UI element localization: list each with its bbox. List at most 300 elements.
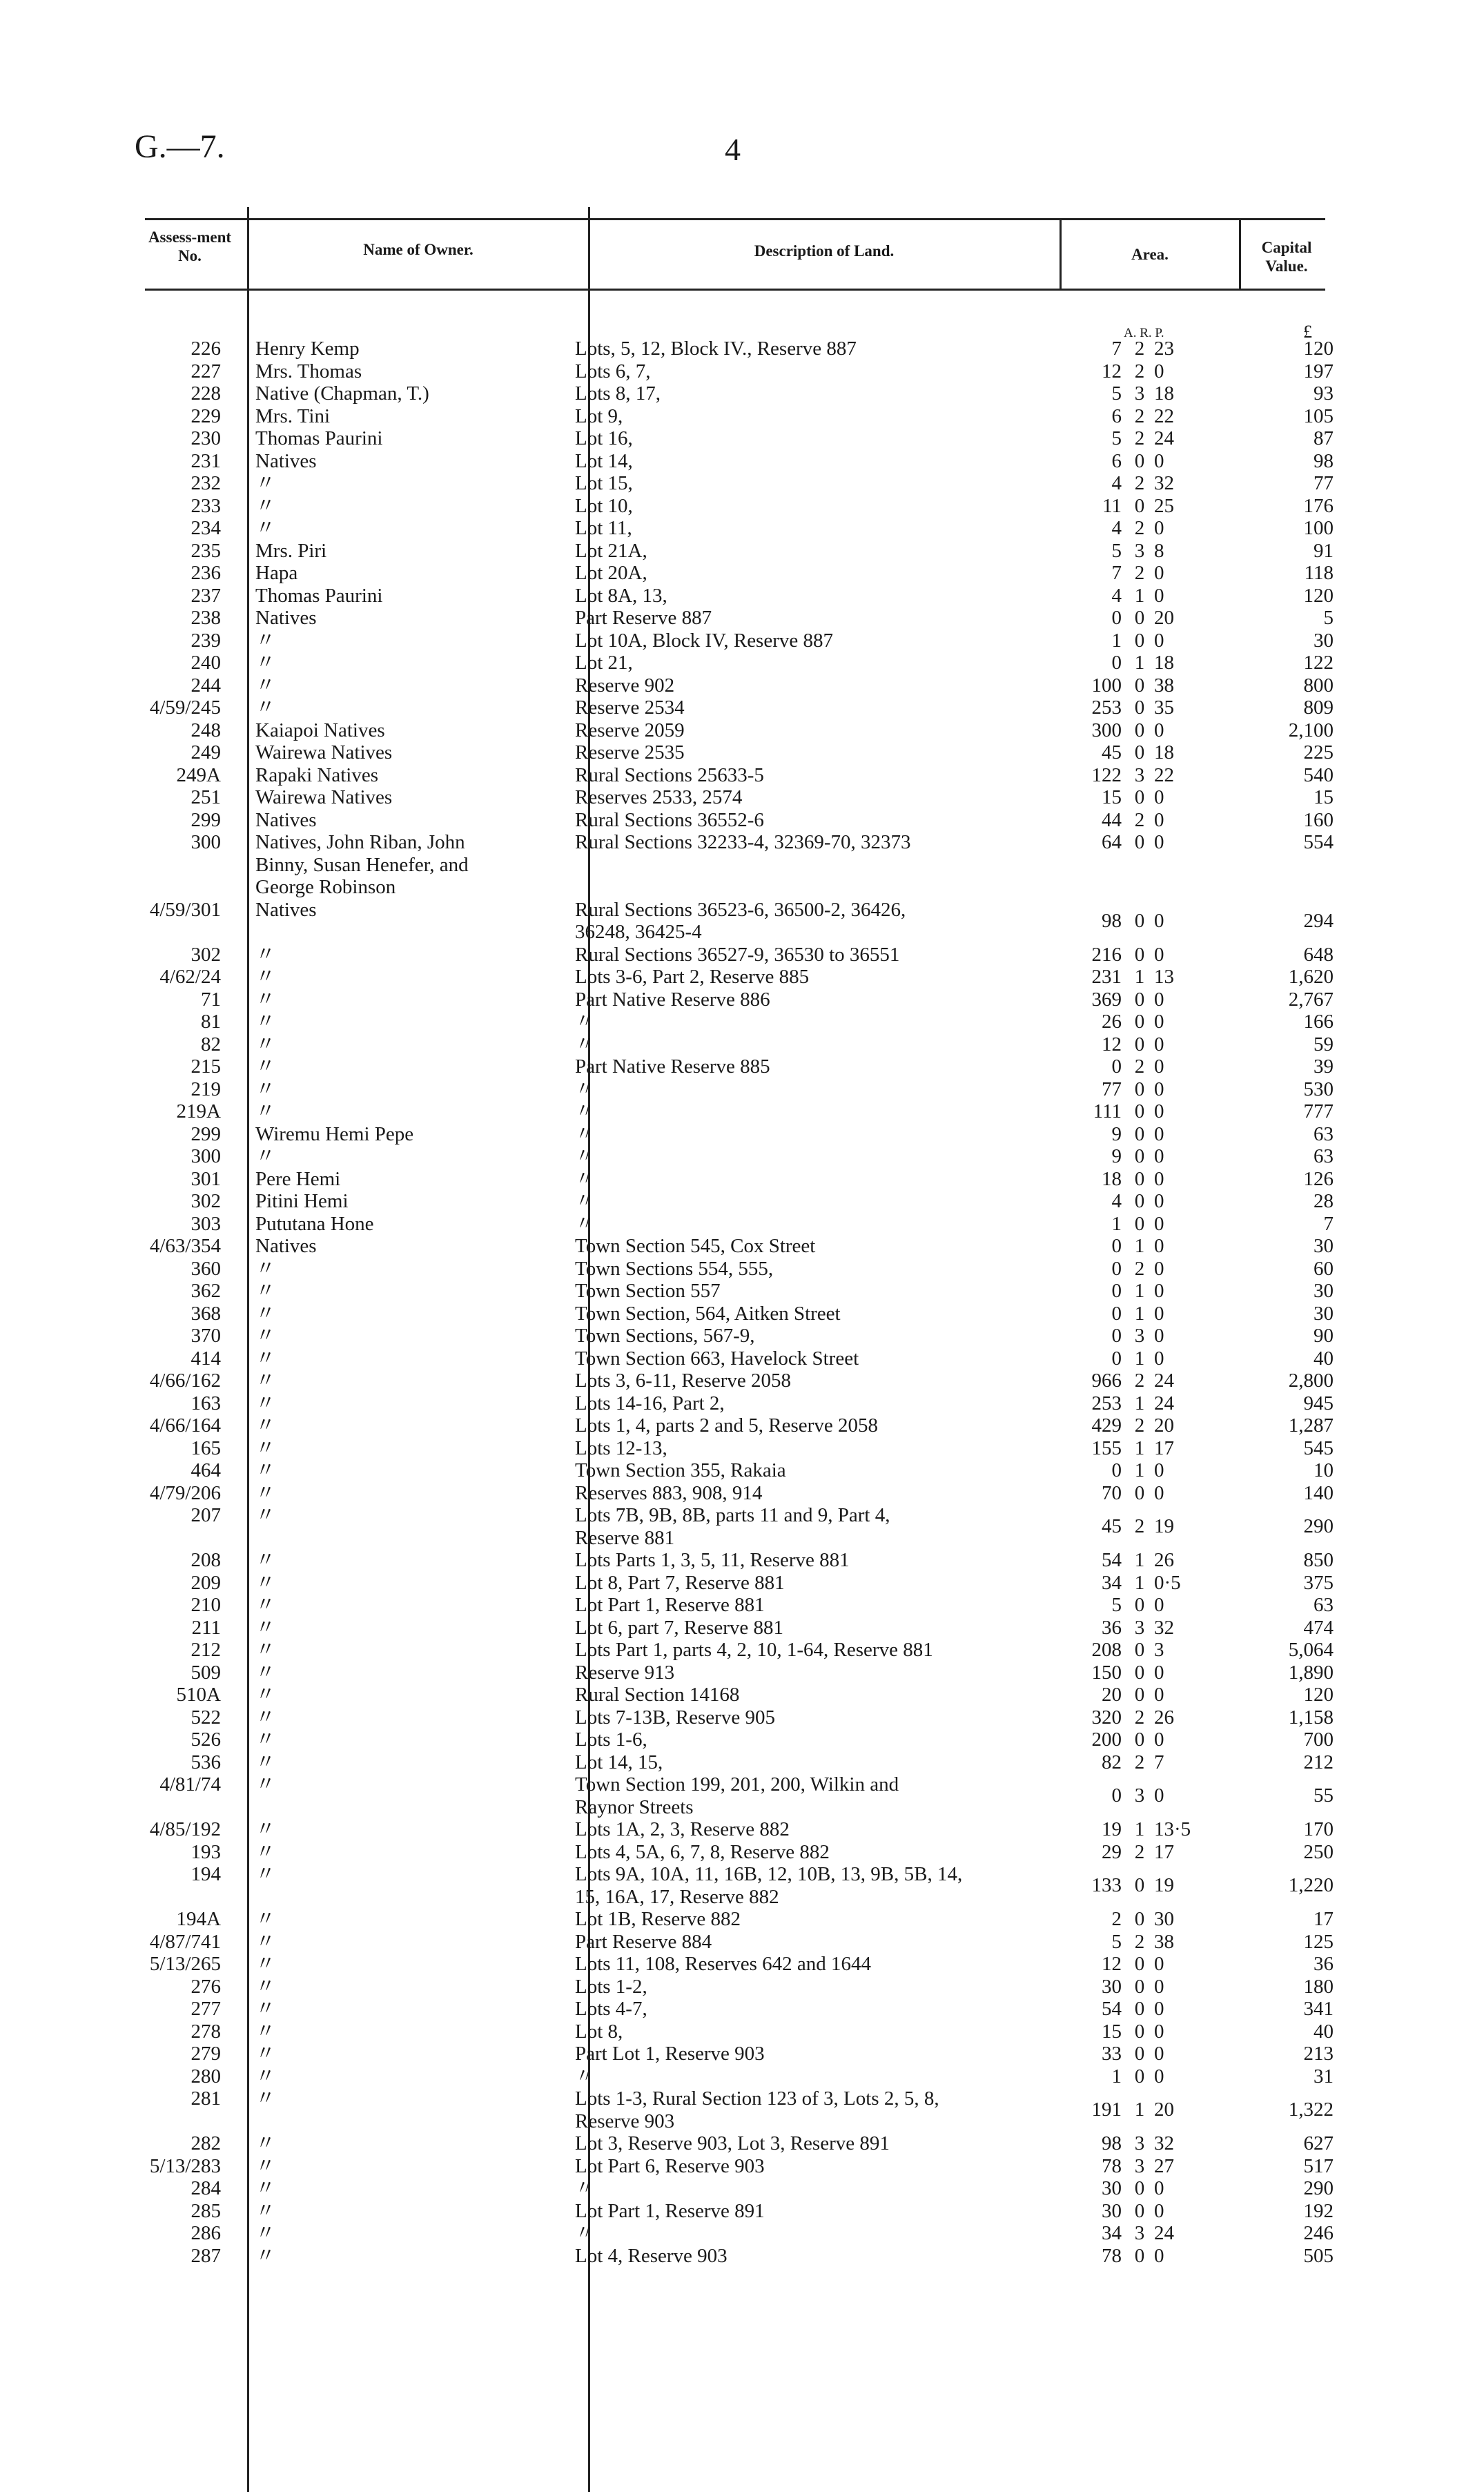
capital-value: 60 xyxy=(1314,1257,1334,1280)
land-description: Lot 16, xyxy=(575,427,633,449)
area-acres: 30 xyxy=(1102,2177,1122,2199)
area-perches: 0 xyxy=(1154,943,1164,966)
owner-name: 〃 xyxy=(255,1370,276,1392)
area-roods: 1 xyxy=(1134,1280,1145,1302)
area-perches: 0 xyxy=(1154,629,1164,652)
area-acres: 966 xyxy=(1091,1370,1122,1392)
area-roods: 0 xyxy=(1134,2199,1145,2222)
owner-name: 〃 xyxy=(255,1863,276,1885)
area-perches: 27 xyxy=(1154,2154,1174,2177)
area-roods: 0 xyxy=(1134,943,1145,966)
land-description: Part Native Reserve 886 xyxy=(575,988,770,1011)
assessment-no: 280 xyxy=(191,2065,221,2087)
capital-value: 17 xyxy=(1314,1908,1334,1930)
area-acres: 0 xyxy=(1111,1347,1122,1370)
owner-name: Natives xyxy=(255,1235,317,1257)
owner-name: 〃 xyxy=(255,1930,276,1953)
land-description: 〃 xyxy=(575,2177,596,2199)
owner-name-cont: Binny, Susan Henefer, and xyxy=(255,853,469,876)
area-roods: 0 xyxy=(1134,741,1145,763)
owner-name: 〃 xyxy=(255,494,276,517)
capital-value: 39 xyxy=(1314,1055,1334,1078)
capital-value: 627 xyxy=(1303,2132,1334,2154)
assessment-no: 4/66/164 xyxy=(149,1414,221,1437)
area-acres: 82 xyxy=(1102,1751,1122,1773)
area-perches: 3 xyxy=(1154,1639,1164,1661)
land-description: Lots Parts 1, 3, 5, 11, Reserve 881 xyxy=(575,1549,850,1571)
area-perches: 13·5 xyxy=(1154,1818,1191,1840)
owner-name: 〃 xyxy=(255,2043,276,2065)
land-description: Rural Sections 32233-4, 32369-70, 32373 xyxy=(575,831,911,853)
land-description: Lot 21, xyxy=(575,652,633,674)
owner-name: 〃 xyxy=(255,2065,276,2087)
land-description: 〃 xyxy=(575,1078,596,1100)
owner-name: 〃 xyxy=(255,674,276,697)
capital-value: 122 xyxy=(1303,652,1334,674)
assessment-no: 236 xyxy=(191,562,221,584)
assessment-no: 71 xyxy=(201,988,221,1011)
area-acres: 20 xyxy=(1102,1684,1122,1706)
area-perches: 0 xyxy=(1154,2244,1164,2267)
area-perches: 17 xyxy=(1154,1437,1174,1459)
area-perches: 0 xyxy=(1154,1661,1164,1684)
owner-name: Pututana Hone xyxy=(255,1212,374,1235)
assessment-no: 210 xyxy=(191,1594,221,1616)
land-description: Rural Sections 36552-6 xyxy=(575,808,764,831)
assessment-no: 219 xyxy=(191,1078,221,1100)
area-roods: 2 xyxy=(1134,1751,1145,1773)
assessment-no: 212 xyxy=(191,1639,221,1661)
capital-value: 63 xyxy=(1314,1122,1334,1145)
table-row xyxy=(0,2087,1484,2132)
capital-value: 30 xyxy=(1314,1235,1334,1257)
area-roods: 1 xyxy=(1134,1437,1145,1459)
area-roods: 0 xyxy=(1134,1212,1145,1235)
area-perches: 0 xyxy=(1154,1347,1164,1370)
land-description: Part Native Reserve 885 xyxy=(575,1055,770,1078)
area-roods: 0 xyxy=(1134,674,1145,697)
assessment-no: 278 xyxy=(191,2020,221,2043)
capital-value: 180 xyxy=(1303,1975,1334,1998)
assessment-no: 536 xyxy=(191,1751,221,1773)
owner-name: Native (Chapman, T.) xyxy=(255,382,429,405)
owner-name: 〃 xyxy=(255,1975,276,1998)
capital-value: 120 xyxy=(1303,338,1334,360)
owner-name: 〃 xyxy=(255,2020,276,2043)
capital-value: 850 xyxy=(1303,1549,1334,1571)
area-perches: 0 xyxy=(1154,831,1164,853)
area-perches: 0 xyxy=(1154,2177,1164,2199)
land-description-cont: Reserve 881 xyxy=(575,1526,675,1549)
owner-name: 〃 xyxy=(255,1078,276,1100)
assessment-no: 302 xyxy=(191,943,221,966)
owner-name: 〃 xyxy=(255,1998,276,2020)
owner-name: 〃 xyxy=(255,1033,276,1055)
assessment-no: 510A xyxy=(176,1684,221,1706)
area-perches: 0 xyxy=(1154,1078,1164,1100)
land-description: Lot Part 1, Reserve 891 xyxy=(575,2199,765,2222)
area-perches: 0 xyxy=(1154,1011,1164,1033)
assessment-no: 208 xyxy=(191,1549,221,1571)
owner-name: 〃 xyxy=(255,1437,276,1459)
land-description: 〃 xyxy=(575,2222,596,2244)
area-acres: 6 xyxy=(1111,449,1122,472)
capital-value: 648 xyxy=(1303,943,1334,966)
owner-name: Henry Kemp xyxy=(255,338,360,360)
assessment-no: 226 xyxy=(191,338,221,360)
assessment-no: 5/13/283 xyxy=(149,2154,221,2177)
area-perches: 0 xyxy=(1154,1145,1164,1167)
land-description: Lots 4-7, xyxy=(575,1998,647,2020)
area-perches: 32 xyxy=(1154,1616,1174,1639)
land-description: Lots 14-16, Part 2, xyxy=(575,1392,725,1414)
assessment-no: 248 xyxy=(191,719,221,741)
land-description: Lots 7B, 9B, 8B, parts 11 and 9, Part 4, xyxy=(575,1504,890,1526)
capital-value: 90 xyxy=(1314,1325,1334,1347)
land-description: Lot 14, 15, xyxy=(575,1751,663,1773)
capital-value: 125 xyxy=(1303,1930,1334,1953)
capital-value: 5,064 xyxy=(1288,1639,1334,1661)
capital-value: 1,890 xyxy=(1288,1661,1334,1684)
assessment-no: 276 xyxy=(191,1975,221,1998)
table-row xyxy=(0,2246,1484,2273)
assessment-no: 281 xyxy=(191,2087,221,2110)
header-description: Description of Land. xyxy=(754,242,895,260)
owner-name: 〃 xyxy=(255,1661,276,1684)
area-perches: 32 xyxy=(1154,472,1174,494)
assessment-no: 279 xyxy=(191,2043,221,2065)
area-perches: 0 xyxy=(1154,1459,1164,1481)
land-description: Reserves 2533, 2574 xyxy=(575,786,743,808)
capital-value: 100 xyxy=(1303,517,1334,539)
area-acres: 18 xyxy=(1102,1167,1122,1190)
area-roods: 1 xyxy=(1134,1549,1145,1571)
owner-name: 〃 xyxy=(255,1594,276,1616)
area-acres: 5 xyxy=(1111,382,1122,405)
area-roods: 0 xyxy=(1134,1011,1145,1033)
land-description: 〃 xyxy=(575,1122,596,1145)
owner-name: 〃 xyxy=(255,943,276,966)
assessment-no: 238 xyxy=(191,607,221,629)
assessment-no: 194 xyxy=(191,1863,221,1885)
owner-name: Rapaki Natives xyxy=(255,763,378,786)
area-roods: 1 xyxy=(1134,1347,1145,1370)
owner-name: 〃 xyxy=(255,1751,276,1773)
capital-value: 105 xyxy=(1303,405,1334,427)
area-perches: 38 xyxy=(1154,1930,1174,1953)
capital-value: 63 xyxy=(1314,1594,1334,1616)
area-perches: 0 xyxy=(1154,988,1164,1011)
assessment-no: 81 xyxy=(201,1011,221,1033)
area-acres: 77 xyxy=(1102,1078,1122,1100)
land-description: 〃 xyxy=(575,1190,596,1212)
table-row xyxy=(0,1773,1484,1818)
owner-name: 〃 xyxy=(255,1302,276,1325)
capital-value: 63 xyxy=(1314,1145,1334,1167)
owner-name-cont: George Robinson xyxy=(255,876,396,898)
area-roods: 2 xyxy=(1134,1930,1145,1953)
owner-name: Mrs. Thomas xyxy=(255,360,362,382)
land-description: Lot 15, xyxy=(575,472,633,494)
area-perches: 0 xyxy=(1154,449,1164,472)
area-acres: 300 xyxy=(1091,719,1122,741)
area-acres: 0 xyxy=(1111,1055,1122,1078)
assessment-no: 4/59/245 xyxy=(149,697,221,719)
land-description: Town Sections 554, 555, xyxy=(575,1257,774,1280)
land-description: Lot 11, xyxy=(575,517,632,539)
area-acres: 33 xyxy=(1102,2043,1122,2065)
land-description: Lot 4, Reserve 903 xyxy=(575,2244,728,2267)
area-acres: 0 xyxy=(1111,1280,1122,1302)
area-roods: 3 xyxy=(1134,1616,1145,1639)
assessment-no: 231 xyxy=(191,449,221,472)
owner-name: 〃 xyxy=(255,629,276,652)
area-acres: 12 xyxy=(1102,1033,1122,1055)
land-description: Lots 7-13B, Reserve 905 xyxy=(575,1706,775,1729)
owner-name: Mrs. Tini xyxy=(255,405,331,427)
area-roods: 0 xyxy=(1134,1033,1145,1055)
area-perches: 0 xyxy=(1154,1190,1164,1212)
land-description: Lots 9A, 10A, 11, 16B, 12, 10B, 13, 9B, 5B, 14, xyxy=(575,1863,963,1885)
assessment-no: 232 xyxy=(191,472,221,494)
area-acres: 15 xyxy=(1102,2020,1122,2043)
area-perches: 0 xyxy=(1154,1302,1164,1325)
area-perches: 25 xyxy=(1154,494,1174,517)
owner-name: 〃 xyxy=(255,1684,276,1706)
assessment-no: 229 xyxy=(191,405,221,427)
area-roods: 0 xyxy=(1134,1729,1145,1751)
owner-name: 〃 xyxy=(255,1571,276,1594)
owner-name: 〃 xyxy=(255,1549,276,1571)
owner-name: 〃 xyxy=(255,1840,276,1863)
land-description: Lot Part 1, Reserve 881 xyxy=(575,1594,765,1616)
land-description: Lots Part 1, parts 4, 2, 10, 1-64, Reserve 881 xyxy=(575,1639,933,1661)
owner-name: 〃 xyxy=(255,652,276,674)
area-perches: 26 xyxy=(1154,1706,1174,1729)
capital-value: 87 xyxy=(1314,427,1334,449)
owner-name: 〃 xyxy=(255,697,276,719)
value-unit-label: £ xyxy=(1303,322,1312,342)
area-roods: 1 xyxy=(1134,1818,1145,1840)
land-description: Rural Sections 25633-5 xyxy=(575,763,764,786)
owner-name: 〃 xyxy=(255,1459,276,1481)
owner-name: Natives xyxy=(255,607,317,629)
area-perches: 0 xyxy=(1154,360,1164,382)
capital-value: 800 xyxy=(1303,674,1334,697)
area-perches: 22 xyxy=(1154,763,1174,786)
assessment-no: 287 xyxy=(191,2244,221,2267)
capital-value: 30 xyxy=(1314,629,1334,652)
area-roods: 0 xyxy=(1134,2043,1145,2065)
land-description: Lots 1A, 2, 3, Reserve 882 xyxy=(575,1818,790,1840)
area-perches: 8 xyxy=(1154,539,1164,562)
owner-name: 〃 xyxy=(255,1908,276,1930)
owner-name: Natives xyxy=(255,898,317,921)
land-description-cont: 15, 16A, 17, Reserve 882 xyxy=(575,1885,779,1908)
area-roods: 0 xyxy=(1134,1594,1145,1616)
area-acres: 5 xyxy=(1111,539,1122,562)
assessment-no: 362 xyxy=(191,1280,221,1302)
owner-name: 〃 xyxy=(255,1616,276,1639)
land-description: Lot Part 6, Reserve 903 xyxy=(575,2154,765,2177)
area-roods: 2 xyxy=(1134,405,1145,427)
area-roods: 0 xyxy=(1134,1078,1145,1100)
capital-value: 517 xyxy=(1303,2154,1334,2177)
area-acres: 98 xyxy=(1102,2132,1122,2154)
owner-name: 〃 xyxy=(255,1414,276,1437)
owner-name: Thomas Paurini xyxy=(255,427,383,449)
area-perches: 18 xyxy=(1154,652,1174,674)
owner-name: 〃 xyxy=(255,966,276,988)
assessment-no: 300 xyxy=(191,1145,221,1167)
capital-value: 36 xyxy=(1314,1953,1334,1975)
owner-name: 〃 xyxy=(255,1280,276,1302)
area-roods: 0 xyxy=(1134,1100,1145,1122)
assessment-no: 284 xyxy=(191,2177,221,2199)
owner-name: Wairewa Natives xyxy=(255,786,393,808)
area-perches: 0 xyxy=(1154,2020,1164,2043)
assessment-no: 249A xyxy=(176,763,221,786)
capital-value: 530 xyxy=(1303,1078,1334,1100)
capital-value: 40 xyxy=(1314,1347,1334,1370)
table-row xyxy=(0,831,1484,898)
area-roods: 1 xyxy=(1134,1302,1145,1325)
land-description: Part Lot 1, Reserve 903 xyxy=(575,2043,765,2065)
header-assessment-no: Assess-ment No. xyxy=(148,228,232,264)
owner-name: 〃 xyxy=(255,1773,276,1795)
area-acres: 0 xyxy=(1111,652,1122,674)
land-description: Reserve 2535 xyxy=(575,741,685,763)
capital-value: 1,620 xyxy=(1288,966,1334,988)
area-acres: 0 xyxy=(1111,1325,1122,1347)
assessment-no: 240 xyxy=(191,652,221,674)
assessment-no: 5/13/265 xyxy=(149,1953,221,1975)
owner-name: 〃 xyxy=(255,1639,276,1661)
area-roods: 0 xyxy=(1134,719,1145,741)
assessment-no: 235 xyxy=(191,539,221,562)
land-description: Lot 8, xyxy=(575,2020,623,2043)
land-description: Lots 1-2, xyxy=(575,1975,647,1998)
area-perches: 0 xyxy=(1154,517,1164,539)
area-perches: 32 xyxy=(1154,2132,1174,2154)
assessment-no: 302 xyxy=(191,1190,221,1212)
area-roods: 0 xyxy=(1134,1145,1145,1167)
owner-name: Natives xyxy=(255,808,317,831)
land-description: Reserve 902 xyxy=(575,674,675,697)
assessment-no: 233 xyxy=(191,494,221,517)
area-acres: 78 xyxy=(1102,2244,1122,2267)
area-perches: 0 xyxy=(1154,1257,1164,1280)
area-acres: 12 xyxy=(1102,360,1122,382)
capital-value: 28 xyxy=(1314,1190,1334,1212)
area-roods: 2 xyxy=(1134,472,1145,494)
land-description: 〃 xyxy=(575,1167,596,1190)
assessment-no: 4/85/192 xyxy=(149,1818,221,1840)
owner-name: 〃 xyxy=(255,1347,276,1370)
capital-value: 474 xyxy=(1303,1616,1334,1639)
owner-name: 〃 xyxy=(255,472,276,494)
capital-value: 170 xyxy=(1303,1818,1334,1840)
owner-name: 〃 xyxy=(255,2132,276,2154)
owner-name: 〃 xyxy=(255,517,276,539)
area-perches: 0·5 xyxy=(1154,1571,1181,1594)
area-perches: 0 xyxy=(1154,909,1164,932)
land-description: Lots 8, 17, xyxy=(575,382,661,405)
capital-value: 545 xyxy=(1303,1437,1334,1459)
owner-name: 〃 xyxy=(255,2199,276,2222)
capital-value: 98 xyxy=(1314,449,1334,472)
assessment-no: 215 xyxy=(191,1055,221,1078)
capital-value: 290 xyxy=(1303,2177,1334,2199)
assessment-no: 368 xyxy=(191,1302,221,1325)
owner-name: 〃 xyxy=(255,988,276,1011)
owner-name: Natives xyxy=(255,449,317,472)
area-perches: 0 xyxy=(1154,2199,1164,2222)
assessment-no: 4/62/24 xyxy=(159,966,221,988)
owner-name: Natives, John Riban, John xyxy=(255,831,465,853)
area-perches: 20 xyxy=(1154,1414,1174,1437)
area-roods: 3 xyxy=(1134,2154,1145,2177)
land-description: 〃 xyxy=(575,1011,596,1033)
area-roods: 0 xyxy=(1134,1908,1145,1930)
area-roods: 2 xyxy=(1134,1414,1145,1437)
area-acres: 15 xyxy=(1102,786,1122,808)
owner-name: 〃 xyxy=(255,1100,276,1122)
capital-value: 166 xyxy=(1303,1011,1334,1033)
owner-name: 〃 xyxy=(255,2222,276,2244)
area-acres: 253 xyxy=(1091,1392,1122,1414)
assessment-no: 277 xyxy=(191,1998,221,2020)
area-perches: 0 xyxy=(1154,1975,1164,1998)
land-description: Town Sections, 567-9, xyxy=(575,1325,755,1347)
land-description: Lot 8, Part 7, Reserve 881 xyxy=(575,1571,785,1594)
area-perches: 24 xyxy=(1154,2222,1174,2244)
land-description: Lots 4, 5A, 6, 7, 8, Reserve 882 xyxy=(575,1840,830,1863)
area-acres: 0 xyxy=(1111,607,1122,629)
capital-value: 31 xyxy=(1314,2065,1334,2087)
area-perches: 0 xyxy=(1154,2065,1164,2087)
area-acres: 122 xyxy=(1091,763,1122,786)
area-acres: 231 xyxy=(1091,966,1122,988)
area-perches: 18 xyxy=(1154,382,1174,405)
area-acres: 0 xyxy=(1111,1257,1122,1280)
assessment-no: 526 xyxy=(191,1729,221,1751)
area-perches: 0 xyxy=(1154,1481,1164,1504)
capital-value: 30 xyxy=(1314,1302,1334,1325)
area-perches: 13 xyxy=(1154,966,1174,988)
area-perches: 0 xyxy=(1154,584,1164,607)
assessment-no: 360 xyxy=(191,1257,221,1280)
area-roods: 0 xyxy=(1134,697,1145,719)
owner-name: Wiremu Hemi Pepe xyxy=(255,1122,414,1145)
area-roods: 0 xyxy=(1134,1975,1145,1998)
owner-name: 〃 xyxy=(255,1706,276,1729)
land-description: Reserves 883, 908, 914 xyxy=(575,1481,763,1504)
land-description: Lots, 5, 12, Block IV., Reserve 887 xyxy=(575,338,857,360)
area-acres: 64 xyxy=(1102,831,1122,853)
area-acres: 7 xyxy=(1111,338,1122,360)
area-acres: 1 xyxy=(1111,1212,1122,1235)
header-bottom-rule xyxy=(145,289,1325,291)
assessment-no: 165 xyxy=(191,1437,221,1459)
capital-value: 91 xyxy=(1314,539,1334,562)
area-roods: 0 xyxy=(1134,1661,1145,1684)
capital-value: 140 xyxy=(1303,1481,1334,1504)
land-description: Reserve 2059 xyxy=(575,719,685,741)
area-roods: 0 xyxy=(1134,1481,1145,1504)
capital-value: 246 xyxy=(1303,2222,1334,2244)
land-description: Town Section 355, Rakaia xyxy=(575,1459,786,1481)
